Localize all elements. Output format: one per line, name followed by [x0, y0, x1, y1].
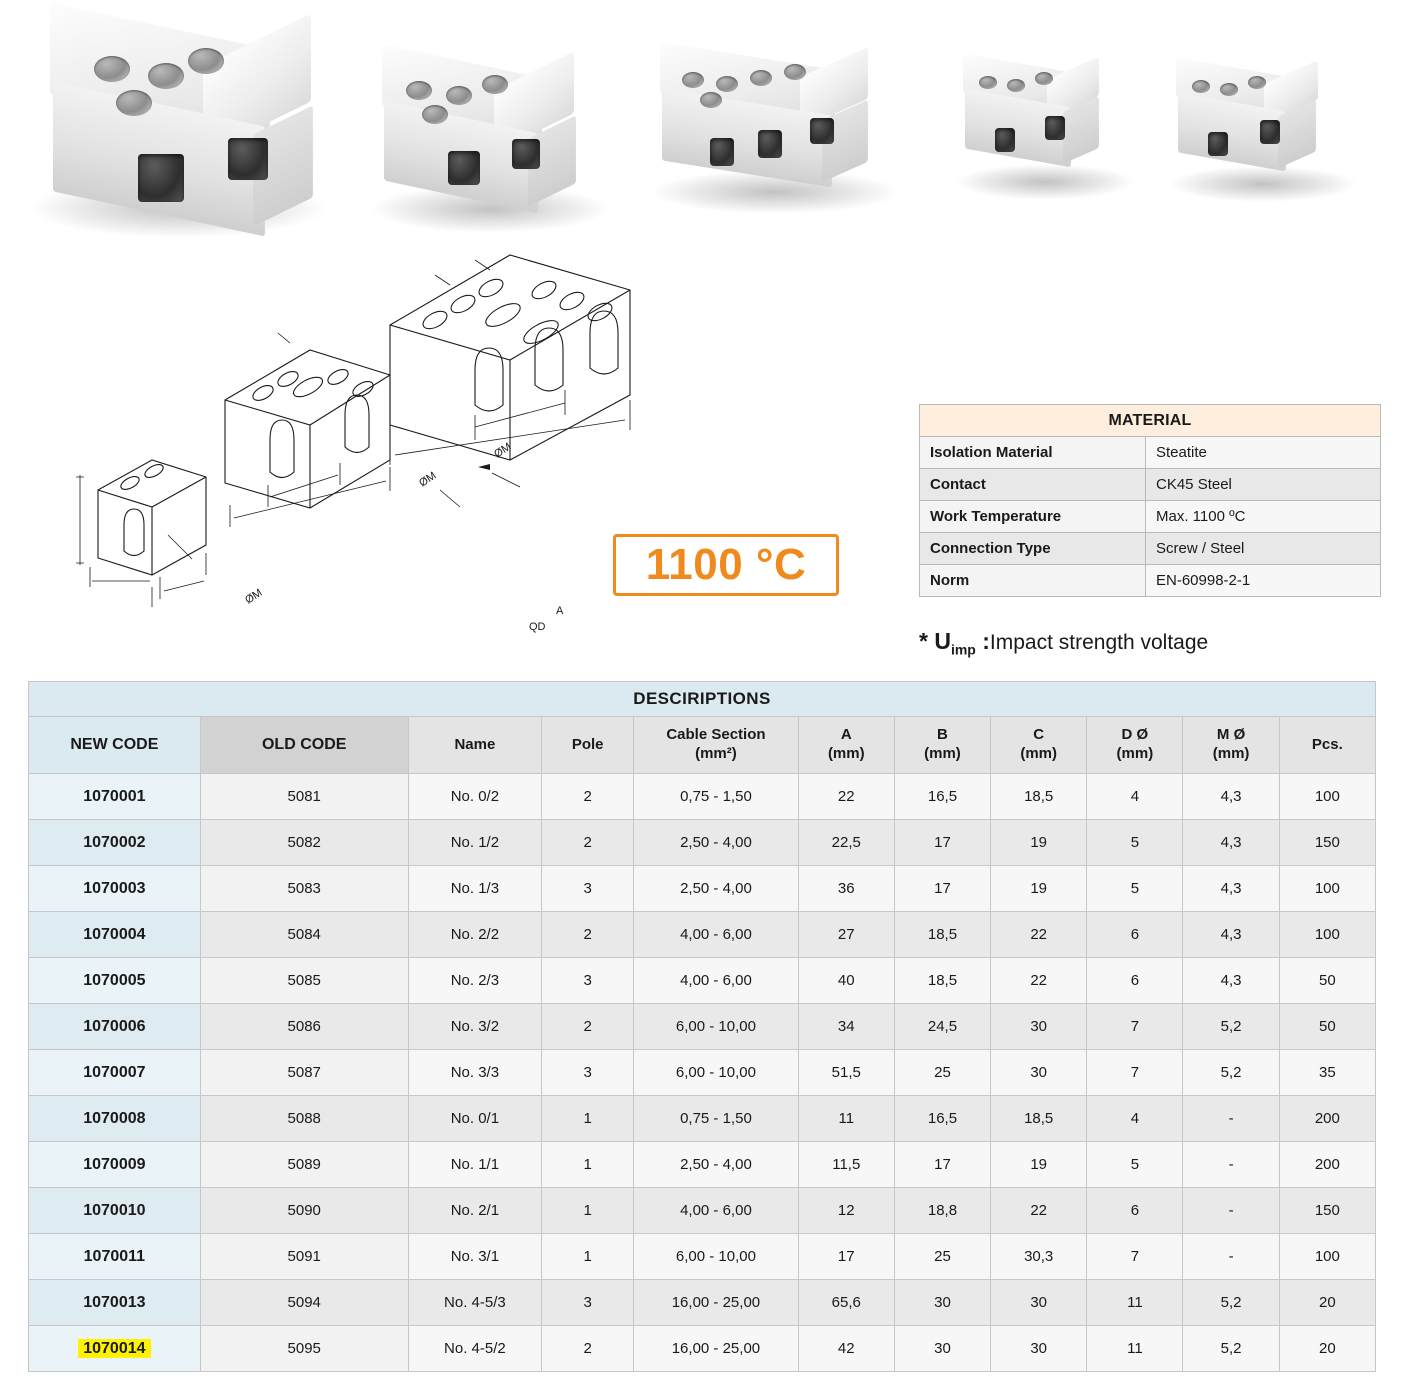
- cell-pcs: 100: [1279, 774, 1375, 820]
- cell-pole: 3: [542, 1280, 634, 1326]
- cell-pole: 1: [542, 1142, 634, 1188]
- cell-name: No. 0/1: [408, 1096, 541, 1142]
- cell-pole: 3: [542, 958, 634, 1004]
- screw-hole: [94, 56, 130, 82]
- screw-hole: [116, 90, 152, 116]
- cell-m: -: [1183, 1142, 1279, 1188]
- cell-m: 4,3: [1183, 774, 1279, 820]
- cell-a: 40: [798, 958, 894, 1004]
- cell-cable_section: 0,75 - 1,50: [634, 774, 798, 820]
- cell-a: 22,5: [798, 820, 894, 866]
- cell-new_code: 1070008: [29, 1096, 201, 1142]
- cell-cable_section: 2,50 - 4,00: [634, 866, 798, 912]
- table-row: [29, 1188, 1376, 1234]
- cell-b: 24,5: [894, 1004, 990, 1050]
- cell-cable_section: 2,50 - 4,00: [634, 820, 798, 866]
- cell-a: 11: [798, 1096, 894, 1142]
- cell-d: 7: [1087, 1004, 1183, 1050]
- descriptions-table-body: [29, 774, 1376, 1372]
- descriptions-table: [28, 681, 1376, 1372]
- cell-name: No. 3/2: [408, 1004, 541, 1050]
- column-header-b: [894, 717, 990, 774]
- column-header-old-code: OLD CODE: [200, 717, 408, 774]
- material-value-work-temperature: Max. 1100 ºC: [1146, 501, 1381, 533]
- cell-m: 5,2: [1183, 1326, 1279, 1372]
- cell-m: 5,2: [1183, 1280, 1279, 1326]
- product-photo-block-3: [650, 50, 890, 200]
- cell-pcs: 100: [1279, 912, 1375, 958]
- cell-c: 18,5: [991, 774, 1087, 820]
- screw-hole: [750, 70, 772, 86]
- screw-hole: [979, 76, 997, 89]
- cell-pcs: 20: [1279, 1326, 1375, 1372]
- cell-b: 18,5: [894, 912, 990, 958]
- cell-b: 17: [894, 820, 990, 866]
- product-photo-block-1: [28, 18, 318, 228]
- cell-pole: 2: [542, 774, 634, 820]
- photo-shadow: [1168, 166, 1358, 202]
- cell-new_code: 1070009: [29, 1142, 201, 1188]
- column-header-d: [1087, 717, 1183, 774]
- cell-b: 17: [894, 866, 990, 912]
- cell-c: 22: [991, 912, 1087, 958]
- screw-hole: [482, 75, 508, 94]
- cell-pcs: 200: [1279, 1096, 1375, 1142]
- cell-old_code: 5083: [200, 866, 408, 912]
- material-label-isolation: Isolation Material: [920, 437, 1146, 469]
- cell-name: No. 1/2: [408, 820, 541, 866]
- cell-old_code: 5088: [200, 1096, 408, 1142]
- screw-hole: [1248, 76, 1266, 89]
- cell-c: 22: [991, 1188, 1087, 1234]
- cell-d: 5: [1087, 866, 1183, 912]
- cell-new_code: [29, 1326, 201, 1372]
- cable-entry-hole: [1260, 120, 1280, 144]
- cell-new_code: 1070010: [29, 1188, 201, 1234]
- cell-c: 19: [991, 866, 1087, 912]
- drawing-label-om: ØM: [417, 469, 439, 490]
- product-photo-block-4: [955, 58, 1125, 188]
- cell-pole: 3: [542, 1050, 634, 1096]
- column-header-d-label: D Ø: [1121, 726, 1149, 744]
- cell-new_code: 1070005: [29, 958, 201, 1004]
- column-header-b-label: B: [937, 726, 948, 744]
- cell-old_code: 5094: [200, 1280, 408, 1326]
- cell-pole: 1: [542, 1234, 634, 1280]
- cell-pole: 1: [542, 1096, 634, 1142]
- column-header-m-label: M Ø: [1216, 726, 1246, 744]
- product-photo-block-2: [370, 55, 600, 215]
- cell-b: 18,5: [894, 958, 990, 1004]
- cell-a: 36: [798, 866, 894, 912]
- cell-name: No. 2/2: [408, 912, 541, 958]
- screw-hole: [700, 92, 722, 108]
- table-row: [29, 820, 1376, 866]
- cell-c: 30: [991, 1280, 1087, 1326]
- cell-old_code: 5084: [200, 912, 408, 958]
- cell-new_code: 1070003: [29, 866, 201, 912]
- cell-a: 11,5: [798, 1142, 894, 1188]
- column-header-c-unit: (mm): [1020, 745, 1058, 762]
- cell-c: 30,3: [991, 1234, 1087, 1280]
- cell-a: 12: [798, 1188, 894, 1234]
- cell-d: 11: [1087, 1326, 1183, 1372]
- screw-hole: [422, 105, 448, 124]
- column-header-new-code: NEW CODE: [29, 717, 201, 774]
- cell-m: -: [1183, 1188, 1279, 1234]
- cell-old_code: 5087: [200, 1050, 408, 1096]
- material-value-norm: EN-60998-2-1: [1146, 565, 1381, 597]
- footnote-symbol: *: [919, 628, 928, 654]
- cell-pcs: 35: [1279, 1050, 1375, 1096]
- screw-hole: [1035, 72, 1053, 85]
- cell-c: 18,5: [991, 1096, 1087, 1142]
- cell-b: 25: [894, 1050, 990, 1096]
- cable-entry-hole: [810, 118, 834, 144]
- cell-old_code: 5091: [200, 1234, 408, 1280]
- cell-name: No. 0/2: [408, 774, 541, 820]
- column-header-pcs: Pcs.: [1279, 717, 1375, 774]
- cell-pole: 3: [542, 866, 634, 912]
- screw-hole: [1220, 83, 1238, 96]
- column-header-b-unit: (mm): [924, 745, 961, 762]
- cell-a: 42: [798, 1326, 894, 1372]
- footnote-subscript: imp: [950, 641, 976, 658]
- cell-new_code: 1070013: [29, 1280, 201, 1326]
- material-table: [919, 404, 1381, 597]
- column-header-d-unit: (mm): [1116, 745, 1154, 762]
- cell-c: 19: [991, 1142, 1087, 1188]
- cell-pole: 2: [542, 1004, 634, 1050]
- cell-pole: 1: [542, 1188, 634, 1234]
- material-label-connection-type: Connection Type: [920, 533, 1146, 565]
- table-row: [29, 1326, 1376, 1372]
- cell-d: 5: [1087, 1142, 1183, 1188]
- cell-c: 19: [991, 820, 1087, 866]
- cell-d: 6: [1087, 912, 1183, 958]
- table-row: [29, 912, 1376, 958]
- column-header-a: [798, 717, 894, 774]
- cable-entry-hole: [228, 138, 268, 180]
- cell-new_code: 1070011: [29, 1234, 201, 1280]
- cell-a: 51,5: [798, 1050, 894, 1096]
- cell-new_code: 1070001: [29, 774, 201, 820]
- cell-d: 6: [1087, 1188, 1183, 1234]
- cell-name: No. 3/3: [408, 1050, 541, 1096]
- cell-m: -: [1183, 1234, 1279, 1280]
- cell-m: 5,2: [1183, 1004, 1279, 1050]
- column-header-c: [991, 717, 1087, 774]
- cell-new_code: 1070002: [29, 820, 201, 866]
- cell-old_code: 5089: [200, 1142, 408, 1188]
- material-value-connection-type: Screw / Steel: [1146, 533, 1381, 565]
- column-header-m: [1183, 717, 1279, 774]
- cell-m: 4,3: [1183, 820, 1279, 866]
- cell-pole: 2: [542, 912, 634, 958]
- cell-old_code: 5085: [200, 958, 408, 1004]
- table-row: [29, 1234, 1376, 1280]
- material-label-norm: Norm: [920, 565, 1146, 597]
- cell-b: 25: [894, 1234, 990, 1280]
- table-row: [29, 1096, 1376, 1142]
- table-row: [29, 774, 1376, 820]
- screw-hole: [148, 63, 184, 89]
- cell-new_code: 1070006: [29, 1004, 201, 1050]
- drawing-label-om: ØM: [243, 586, 265, 607]
- cell-cable_section: 0,75 - 1,50: [634, 1096, 798, 1142]
- column-header-a-unit: (mm): [827, 745, 865, 762]
- column-header-c-label: C: [1033, 726, 1045, 744]
- screw-hole: [446, 86, 472, 105]
- cell-c: 30: [991, 1004, 1087, 1050]
- material-value-isolation: Steatite: [1146, 437, 1381, 469]
- drawing-label-a: A: [556, 605, 564, 617]
- drawing-large-block: [390, 255, 630, 460]
- screw-hole: [1192, 80, 1210, 93]
- cell-d: 4: [1087, 1096, 1183, 1142]
- technical-drawings: [20, 215, 670, 675]
- footnote-text: Impact strength voltage: [989, 631, 1209, 654]
- screw-hole: [784, 64, 806, 80]
- footnote-colon: :: [975, 628, 990, 654]
- cell-old_code: 5086: [200, 1004, 408, 1050]
- cell-b: 16,5: [894, 1096, 990, 1142]
- cell-pole: 2: [542, 820, 634, 866]
- descriptions-table-title: DESCIRIPTIONS: [29, 682, 1376, 717]
- cell-name: No. 2/1: [408, 1188, 541, 1234]
- cell-old_code: 5081: [200, 774, 408, 820]
- cable-entry-hole: [1045, 116, 1065, 140]
- cell-b: 18,8: [894, 1188, 990, 1234]
- cell-a: 22: [798, 774, 894, 820]
- temperature-value: 1100 °C: [645, 540, 807, 589]
- descriptions-table-wrap: [28, 681, 1376, 1372]
- cable-entry-hole: [138, 154, 184, 202]
- cell-old_code: 5082: [200, 820, 408, 866]
- cell-d: 7: [1087, 1050, 1183, 1096]
- cable-entry-hole: [1208, 132, 1228, 156]
- cell-cable_section: 6,00 - 10,00: [634, 1234, 798, 1280]
- cell-m: 4,3: [1183, 912, 1279, 958]
- cell-cable_section: 4,00 - 6,00: [634, 958, 798, 1004]
- cell-pcs: 20: [1279, 1280, 1375, 1326]
- table-row: [29, 1142, 1376, 1188]
- cell-old_code: 5090: [200, 1188, 408, 1234]
- uimp-footnote: [919, 628, 1208, 658]
- cell-pcs: 200: [1279, 1142, 1375, 1188]
- cell-pcs: 50: [1279, 1004, 1375, 1050]
- table-row: [29, 1280, 1376, 1326]
- screw-hole: [716, 76, 738, 92]
- column-header-name: Name: [408, 717, 541, 774]
- cell-new_code: 1070004: [29, 912, 201, 958]
- column-header-m-unit: (mm): [1212, 745, 1250, 762]
- cable-entry-hole: [710, 138, 734, 166]
- cell-cable_section: 4,00 - 6,00: [634, 912, 798, 958]
- screw-hole: [406, 81, 432, 100]
- cell-m: 4,3: [1183, 866, 1279, 912]
- product-photo-block-5: [1168, 62, 1348, 192]
- cell-a: 17: [798, 1234, 894, 1280]
- screw-hole: [1007, 79, 1025, 92]
- cell-m: -: [1183, 1096, 1279, 1142]
- screw-hole: [682, 72, 704, 88]
- cell-pcs: 50: [1279, 958, 1375, 1004]
- cell-name: No. 2/3: [408, 958, 541, 1004]
- cell-new_code: 1070007: [29, 1050, 201, 1096]
- cell-b: 30: [894, 1326, 990, 1372]
- drawing-small-block: [76, 460, 206, 607]
- cell-c: 22: [991, 958, 1087, 1004]
- cell-d: 7: [1087, 1234, 1183, 1280]
- cell-pcs: 100: [1279, 866, 1375, 912]
- drawing-label-qd: QD: [529, 621, 546, 633]
- footnote-term: U: [934, 628, 951, 654]
- column-header-a-label: A: [840, 726, 852, 744]
- cell-c: 30: [991, 1326, 1087, 1372]
- cable-entry-hole: [758, 130, 782, 158]
- cell-cable_section: 16,00 - 25,00: [634, 1280, 798, 1326]
- cell-m: 5,2: [1183, 1050, 1279, 1096]
- cell-m: 4,3: [1183, 958, 1279, 1004]
- cell-b: 30: [894, 1280, 990, 1326]
- cell-pcs: 150: [1279, 820, 1375, 866]
- cell-b: 16,5: [894, 774, 990, 820]
- cell-d: 5: [1087, 820, 1183, 866]
- column-header-pole: Pole: [542, 717, 634, 774]
- screw-hole: [188, 48, 224, 74]
- material-table-header: MATERIAL: [920, 405, 1381, 437]
- product-photo-strip: [0, 0, 1402, 225]
- table-row: [29, 1050, 1376, 1096]
- cell-name: No. 3/1: [408, 1234, 541, 1280]
- cell-a: 34: [798, 1004, 894, 1050]
- drawing-label-om: ØM: [492, 440, 514, 461]
- photo-shadow: [955, 164, 1135, 200]
- table-row: [29, 958, 1376, 1004]
- cell-name: No. 1/1: [408, 1142, 541, 1188]
- table-row: [29, 1004, 1376, 1050]
- table-row: [29, 866, 1376, 912]
- cell-cable_section: 16,00 - 25,00: [634, 1326, 798, 1372]
- column-header-cable-section-label: Cable Section: [666, 726, 766, 744]
- cell-c: 30: [991, 1050, 1087, 1096]
- cell-d: 11: [1087, 1280, 1183, 1326]
- cell-d: 4: [1087, 774, 1183, 820]
- highlighted-code: 1070014: [78, 1339, 150, 1358]
- cell-name: No. 4-5/3: [408, 1280, 541, 1326]
- drawing-medium-block: [225, 333, 390, 527]
- cell-cable_section: 6,00 - 10,00: [634, 1004, 798, 1050]
- cell-a: 65,6: [798, 1280, 894, 1326]
- cable-entry-hole: [512, 139, 540, 169]
- cell-pcs: 150: [1279, 1188, 1375, 1234]
- cell-old_code: 5095: [200, 1326, 408, 1372]
- cell-cable_section: 2,50 - 4,00: [634, 1142, 798, 1188]
- material-label-contact: Contact: [920, 469, 1146, 501]
- cable-entry-hole: [995, 128, 1015, 152]
- cell-pcs: 100: [1279, 1234, 1375, 1280]
- cable-entry-hole: [448, 151, 480, 185]
- cell-cable_section: 6,00 - 10,00: [634, 1050, 798, 1096]
- cell-pole: 2: [542, 1326, 634, 1372]
- cell-name: No. 1/3: [408, 866, 541, 912]
- cell-a: 27: [798, 912, 894, 958]
- cell-b: 17: [894, 1142, 990, 1188]
- column-header-cable-section: [634, 717, 798, 774]
- cell-name: No. 4-5/2: [408, 1326, 541, 1372]
- column-header-cable-section-unit: (mm²): [695, 745, 737, 762]
- material-value-contact: CK45 Steel: [1146, 469, 1381, 501]
- cell-d: 6: [1087, 958, 1183, 1004]
- cell-cable_section: 4,00 - 6,00: [634, 1188, 798, 1234]
- material-label-work-temperature: Work Temperature: [920, 501, 1146, 533]
- temperature-badge: [613, 534, 839, 596]
